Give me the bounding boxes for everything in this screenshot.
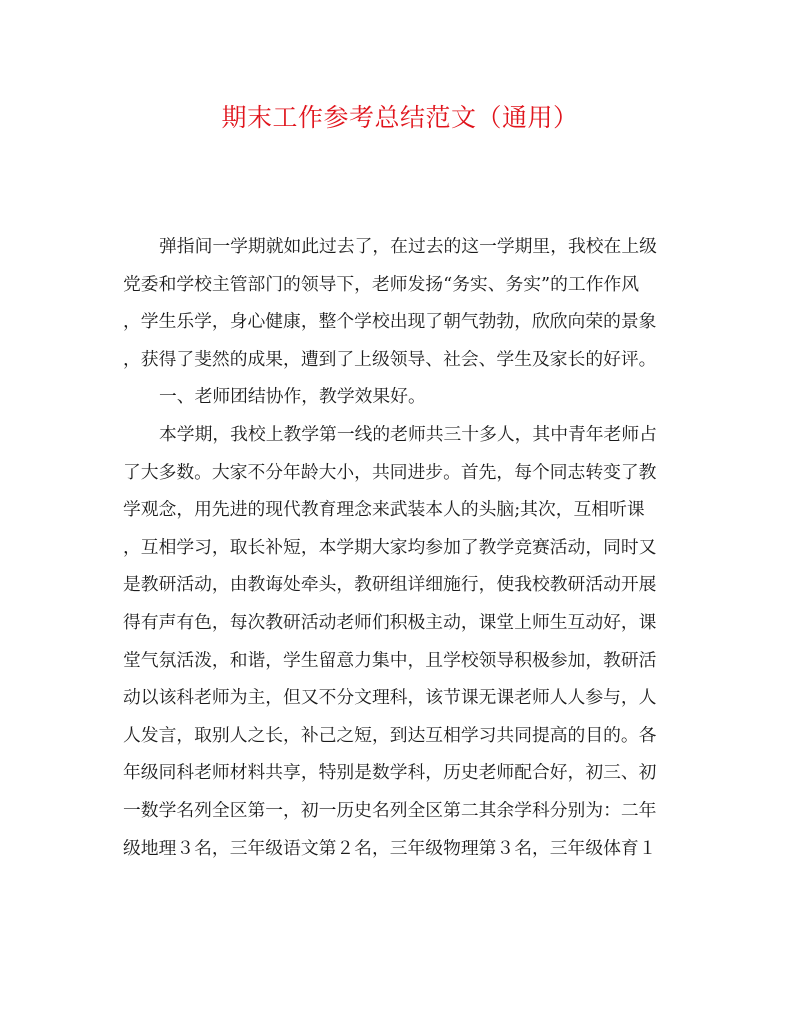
text-line: 了大多数。大家不分年龄大小，共同进步。首先，每个同志转变了教 <box>123 461 657 483</box>
section-heading: 一、老师团结协作，教学效果好。 <box>159 386 426 408</box>
text-line: 动以该科老师为主，但又不分文理科，该节课无课老师人人参与，人 <box>123 687 657 709</box>
text-line: 年级同科老师材料共享，特别是数学科，历史老师配合好，初三、初 <box>123 762 657 784</box>
text-line: 一数学名列全区第一，初一历史名列全区第二其余学科分别为：二年 <box>123 799 657 821</box>
text-line: 级地理３名，三年级语文第２名，三年级物理第３名，三年级体育１ <box>123 837 657 859</box>
text-line: 本学期，我校上教学第一线的老师共三十多人，其中青年老师占 <box>159 423 657 445</box>
text-line: ，互相学习，取长补短，本学期大家均参加了教学竞赛活动，同时又 <box>123 536 657 558</box>
text-line: ，学生乐学，身心健康，整个学校出现了朝气勃勃，欣欣向荣的景象 <box>123 311 657 333</box>
text-line: 弹指间一学期就如此过去了，在过去的这一学期里，我校在上级 <box>159 236 657 257</box>
text-line: 堂气氛活泼，和谐，学生留意力集中，且学校领导积极参加，教研活 <box>123 649 657 671</box>
text-line: 得有声有色，每次教研活动老师们积极主动，课堂上师生互动好，课 <box>123 611 657 633</box>
text-line: 学观念，用先进的现代教育理念来武装本人的头脑;其次，互相听课 <box>123 499 645 521</box>
text-line: 人发言，取别人之长，补己之短，到达互相学习共同提高的目的。各 <box>123 724 657 746</box>
text-line: 党委和学校主管部门的领导下，老师发扬“务实、务实”的工作作风 <box>123 273 640 295</box>
text-line: 是教研活动，由教诲处牵头，教研组详细施行，使我校教研活动开展 <box>123 574 657 596</box>
text-line: ，获得了斐然的成果，遭到了上级领导、社会、学生及家长的好评。 <box>123 348 657 370</box>
document-body <box>123 228 671 867</box>
document-title: 期末工作参考总结范文（通用） <box>221 103 579 132</box>
